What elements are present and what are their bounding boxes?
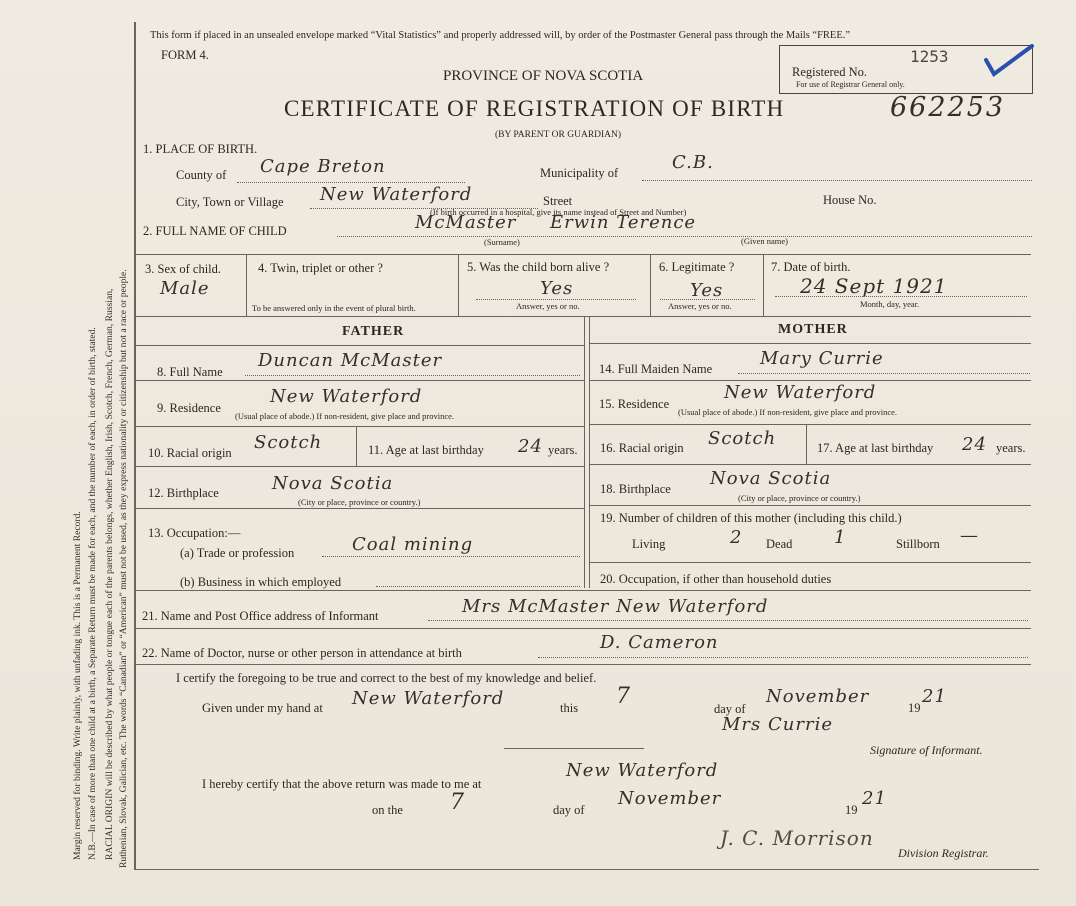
hereby-certify-label: I hereby certify that the above return was made to me at — [202, 777, 482, 791]
dead-label: Dead — [766, 537, 793, 551]
twin-note: To be answered only in the event of plural birth. — [252, 303, 416, 313]
stillborn-label: Stillborn — [896, 537, 940, 551]
mother-residence-value: New Waterford — [724, 382, 877, 403]
father-birthplace-label: 12. Birthplace — [148, 486, 219, 500]
division-registrar-label: Division Registrar. — [898, 846, 989, 860]
father-name-value: Duncan McMaster — [258, 350, 443, 371]
date-of-birth-label: 7. Date of birth. — [771, 260, 851, 274]
municipality-value: C.B. — [672, 152, 714, 173]
sex-value: Male — [160, 278, 210, 299]
mother-name-value: Mary Currie — [760, 348, 884, 369]
father-residence-label: 9. Residence — [157, 401, 221, 415]
province-title: PROVINCE OF NOVA SCOTIA — [443, 68, 644, 84]
mother-birthplace-note: (City or place, province or country.) — [738, 493, 861, 503]
registered-year-value: 21 — [862, 788, 887, 809]
hospital-note: (If birth occurred in a hospital, give its name instead of Street and Number) — [430, 207, 687, 217]
city-label: City, Town or Village — [176, 195, 284, 209]
dead-value: 1 — [834, 527, 847, 548]
mother-age-label: 17. Age at last birthday — [817, 441, 934, 455]
given-at-value: New Waterford — [352, 688, 505, 709]
mother-residence-label: 15. Residence — [599, 397, 670, 411]
place-of-birth-label: 1. PLACE OF BIRTH. — [143, 142, 258, 156]
father-racial-origin-label: 10. Racial origin — [148, 446, 232, 460]
living-label: Living — [632, 537, 666, 551]
bottom-border — [134, 869, 1039, 870]
this-label: this — [560, 701, 579, 715]
registered-stamp: 1253 — [910, 47, 949, 66]
father-name-label: 8. Full Name — [157, 365, 223, 379]
trade-value: Coal mining — [352, 534, 474, 555]
mother-birthplace-value: Nova Scotia — [710, 468, 832, 489]
day-of-label: day of — [714, 702, 746, 716]
nineteen-label-2: 19 — [845, 803, 858, 817]
legitimate-note: Answer, yes or no. — [668, 301, 732, 311]
alive-note: Answer, yes or no. — [516, 301, 580, 311]
registered-label: Registered No. — [792, 65, 867, 79]
alive-value: Yes — [540, 278, 574, 299]
blue-checkmark-icon — [982, 42, 1038, 80]
top-note: This form if placed in an unsealed envelope marked “Vital Statistics” and properly addressed will, by order of the Postmaster General pass through the Mails “FREE.” — [150, 30, 851, 41]
date-of-birth-value: 24 Sept 1921 — [800, 274, 948, 298]
father-abode-note: (Usual place of abode.) If non-resident, give place and province. — [235, 411, 455, 421]
informant-signature-label: Signature of Informant. — [870, 743, 983, 757]
registered-month-value: November — [618, 788, 722, 809]
mother-occupation-label: 20. Occupation, if other than household duties — [600, 572, 832, 586]
margin-note-3: RACIAL ORIGIN will be described by what people or tongue each of the parents belongs, whether English, Irish, Scotch, French, German, Russian, — [104, 288, 115, 860]
county-value: Cape Breton — [260, 156, 386, 177]
father-residence-value: New Waterford — [270, 386, 423, 407]
twin-label: 4. Twin, triplet or other ? — [258, 261, 383, 275]
child-surname-value: McMaster — [415, 212, 517, 233]
certificate-subtitle: (BY PARENT OR GUARDIAN) — [495, 130, 622, 140]
stillborn-value: — — [960, 525, 979, 546]
legitimate-label: 6. Legitimate ? — [659, 260, 735, 274]
father-heading: FATHER — [342, 324, 405, 339]
date-of-birth-note: Month, day, year. — [860, 299, 920, 309]
house-number-label: House No. — [823, 193, 877, 207]
mother-racial-origin-label: 16. Racial origin — [600, 441, 684, 455]
informant-label: 21. Name and Post Office address of Informant — [142, 609, 379, 623]
father-age-label: 11. Age at last birthday — [368, 443, 484, 457]
children-label: 19. Number of children of this mother (including this child.) — [600, 511, 902, 525]
registrar-signature-value: J. C. Morrison — [720, 826, 874, 850]
municipality-label: Municipality of — [540, 166, 619, 180]
child-given-name-value: Erwin Terence — [550, 212, 697, 233]
given-name-note: (Given name) — [741, 236, 788, 246]
certify-text: I certify the foregoing to be true and correct to the best of my knowledge and belief. — [176, 671, 597, 685]
margin-note-4: Ruthenian, Slovak, Galician, etc. The words “Canadian” or “American” must not be used, as they express nationality or citizenship but not a race or people. — [118, 269, 129, 868]
street-label: Street — [543, 194, 573, 208]
registered-note: For use of Registrar General only. — [796, 80, 905, 89]
doctor-label: 22. Name of Doctor, nurse or other person in attendance at birth — [142, 646, 462, 660]
city-value: New Waterford — [320, 184, 473, 205]
trade-label: (a) Trade or profession — [180, 546, 295, 560]
doctor-value: D. Cameron — [600, 632, 719, 653]
father-racial-origin-value: Scotch — [254, 432, 323, 453]
nineteen-label: 19 — [908, 701, 921, 715]
legitimate-value: Yes — [690, 280, 724, 301]
certificate-number: 662253 — [890, 92, 1006, 123]
day-of-label-2: day of — [553, 803, 585, 817]
informant-signature-value: Mrs Currie — [722, 714, 833, 735]
margin-note-2: N.B.—In case of more than one child at a birth, a Separate Return must be made for each, and the number of each, in order of birth, stated. — [87, 327, 98, 860]
given-year-value: 21 — [922, 686, 947, 707]
mother-racial-origin-value: Scotch — [708, 428, 777, 449]
given-month-value: November — [766, 686, 870, 707]
mother-name-label: 14. Full Maiden Name — [599, 362, 713, 376]
county-label: County of — [176, 168, 227, 182]
registered-day-value: 7 — [450, 790, 465, 815]
surname-note: (Surname) — [484, 237, 520, 247]
father-birthplace-value: Nova Scotia — [272, 473, 394, 494]
certificate-title: CERTIFICATE OF REGISTRATION OF BIRTH — [284, 96, 785, 121]
living-value: 2 — [730, 527, 743, 548]
form-number: FORM 4. — [161, 48, 209, 62]
registered-at-value: New Waterford — [566, 760, 719, 781]
on-the-label: on the — [372, 803, 403, 817]
margin-note-1: Margin reserved for binding. Write plainly, with unfading ink. This is a Permanent Record. — [72, 511, 83, 860]
father-birthplace-note: (City or place, province or country.) — [298, 497, 421, 507]
occupation-label: 13. Occupation:— — [148, 526, 241, 540]
informant-value: Mrs McMaster New Waterford — [462, 596, 769, 617]
business-label: (b) Business in which employed — [180, 575, 342, 589]
given-day-value: 7 — [616, 684, 631, 709]
full-name-label: 2. FULL NAME OF CHILD — [143, 224, 287, 238]
mother-birthplace-label: 18. Birthplace — [600, 482, 671, 496]
mother-years-label: years. — [996, 441, 1026, 455]
sex-label: 3. Sex of child. — [145, 262, 222, 276]
mother-age-value: 24 — [962, 434, 987, 455]
mother-heading: MOTHER — [778, 322, 848, 337]
father-age-value: 24 — [518, 436, 543, 457]
alive-label: 5. Was the child born alive ? — [467, 260, 610, 274]
father-years-label: years. — [548, 443, 578, 457]
mother-abode-note: (Usual place of abode.) If non-resident, give place and province. — [678, 407, 898, 417]
left-border — [134, 22, 136, 870]
given-under-hand-label: Given under my hand at — [202, 701, 323, 715]
